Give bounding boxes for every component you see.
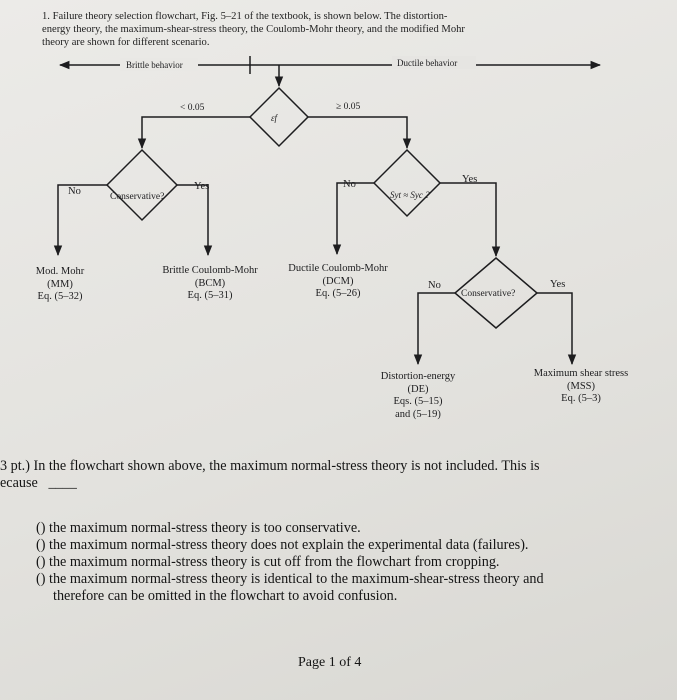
dcm-result: [278, 263, 398, 301]
mod-mohr-result: [20, 266, 100, 304]
yes-label-brittle: Yes: [194, 181, 210, 192]
dcm-abbr: (DCM): [322, 275, 354, 287]
question-text: [0, 458, 660, 492]
option-3-text: the maximum normal-stress theory is cut off from the flowchart from cropping.: [49, 554, 500, 570]
syt-syc-label: Syt ≈ Syc ?: [390, 190, 430, 200]
option-2[interactable]: [36, 537, 544, 554]
option-4-radio[interactable]: (): [36, 571, 46, 587]
ef-label: εf: [271, 113, 278, 123]
bcm-name: Brittle Coulomb-Mohr: [162, 265, 258, 276]
arrow-ef-ge-005: [308, 117, 407, 148]
option-4[interactable]: [36, 571, 544, 605]
yes-label-syt: Yes: [462, 174, 478, 185]
intro-line-1: 1. Failure theory selection flowchart, Fig. 5–21 of the textbook, is shown below. The distortion-: [42, 11, 448, 22]
brittle-behavior-label: Brittle behavior: [126, 60, 183, 70]
dcm-eq: Eq. (5–26): [315, 288, 361, 299]
mss-result: [522, 368, 640, 406]
arrow-to-mss: [537, 293, 572, 364]
conservative-label-brittle: Conservative?: [110, 192, 165, 202]
yes-label-ductile: Yes: [550, 279, 566, 290]
de-result: [370, 371, 466, 421]
de-name: Distortion-energy: [380, 371, 456, 382]
intro-line-2: energy theory, the maximum-shear-stress theory, the Coulomb-Mohr theory, and the modified Mohr: [42, 24, 465, 35]
de-eq: Eqs. (5–15): [393, 396, 443, 407]
option-2-radio[interactable]: (): [36, 537, 46, 553]
mss-abbr: (MSS): [566, 380, 595, 392]
bcm-result: [150, 265, 270, 303]
no-label-ductile: No: [428, 280, 441, 291]
answer-blank: ____: [48, 475, 77, 491]
option-3-radio[interactable]: (): [36, 554, 46, 570]
page-number: Page 1 of 4: [298, 655, 362, 670]
answer-options: [36, 520, 544, 605]
conservative-diamond-brittle: [107, 150, 177, 220]
conservative-label-ductile: Conservative?: [461, 289, 516, 299]
option-1[interactable]: [36, 520, 544, 537]
option-4-text: the maximum normal-stress theory is identical to the maximum-shear-stress theory and: [49, 571, 544, 587]
bcm-abbr: (BCM): [194, 277, 226, 289]
ge-005-label: ≥ 0.05: [336, 102, 361, 112]
dcm-name: Ductile Coulomb-Mohr: [288, 263, 388, 274]
arrow-to-conservative-ductile: [440, 183, 496, 256]
mod-mohr-eq: Eq. (5–32): [37, 291, 83, 302]
de-eq-2: and (5–19): [395, 408, 441, 420]
ef-decision-diamond: [250, 88, 308, 146]
question-line-1: 3 pt.) In the flowchart shown above, the maximum normal-stress theory is not included. This is: [0, 458, 540, 474]
question-line-2-text: ecause: [0, 475, 38, 491]
mod-mohr-name: Mod. Mohr: [35, 266, 85, 277]
arrow-to-mod-mohr: [58, 185, 107, 255]
no-label-syt: No: [343, 179, 356, 190]
no-label-brittle: No: [68, 186, 81, 197]
intro-line-3: theory are shown for different scenario.: [42, 37, 210, 48]
question-line-2: [0, 475, 660, 492]
option-3[interactable]: [36, 554, 544, 571]
option-2-text: the maximum normal-stress theory does not explain the experimental data (failures).: [49, 537, 529, 553]
arrow-ef-lt-005: [142, 117, 250, 148]
mss-name: Maximum shear stress: [533, 368, 629, 379]
mod-mohr-abbr: (MM): [47, 278, 73, 290]
arrow-to-bcm: [177, 185, 208, 255]
ductile-behavior-label: Ductile behavior: [397, 58, 458, 68]
arrow-to-dcm: [337, 183, 374, 254]
de-abbr: (DE): [407, 383, 429, 395]
syt-decision-diamond: [374, 150, 440, 216]
lt-005-label: < 0.05: [180, 103, 205, 113]
arrow-to-de: [418, 293, 455, 364]
mss-eq: Eq. (5–3): [561, 393, 601, 404]
option-1-radio[interactable]: (): [36, 520, 46, 536]
option-1-text: the maximum normal-stress theory is too conservative.: [49, 520, 361, 536]
bcm-eq: Eq. (5–31): [187, 290, 233, 301]
option-4-text-cont: therefore can be omitted in the flowchart to avoid confusion.: [53, 588, 398, 604]
